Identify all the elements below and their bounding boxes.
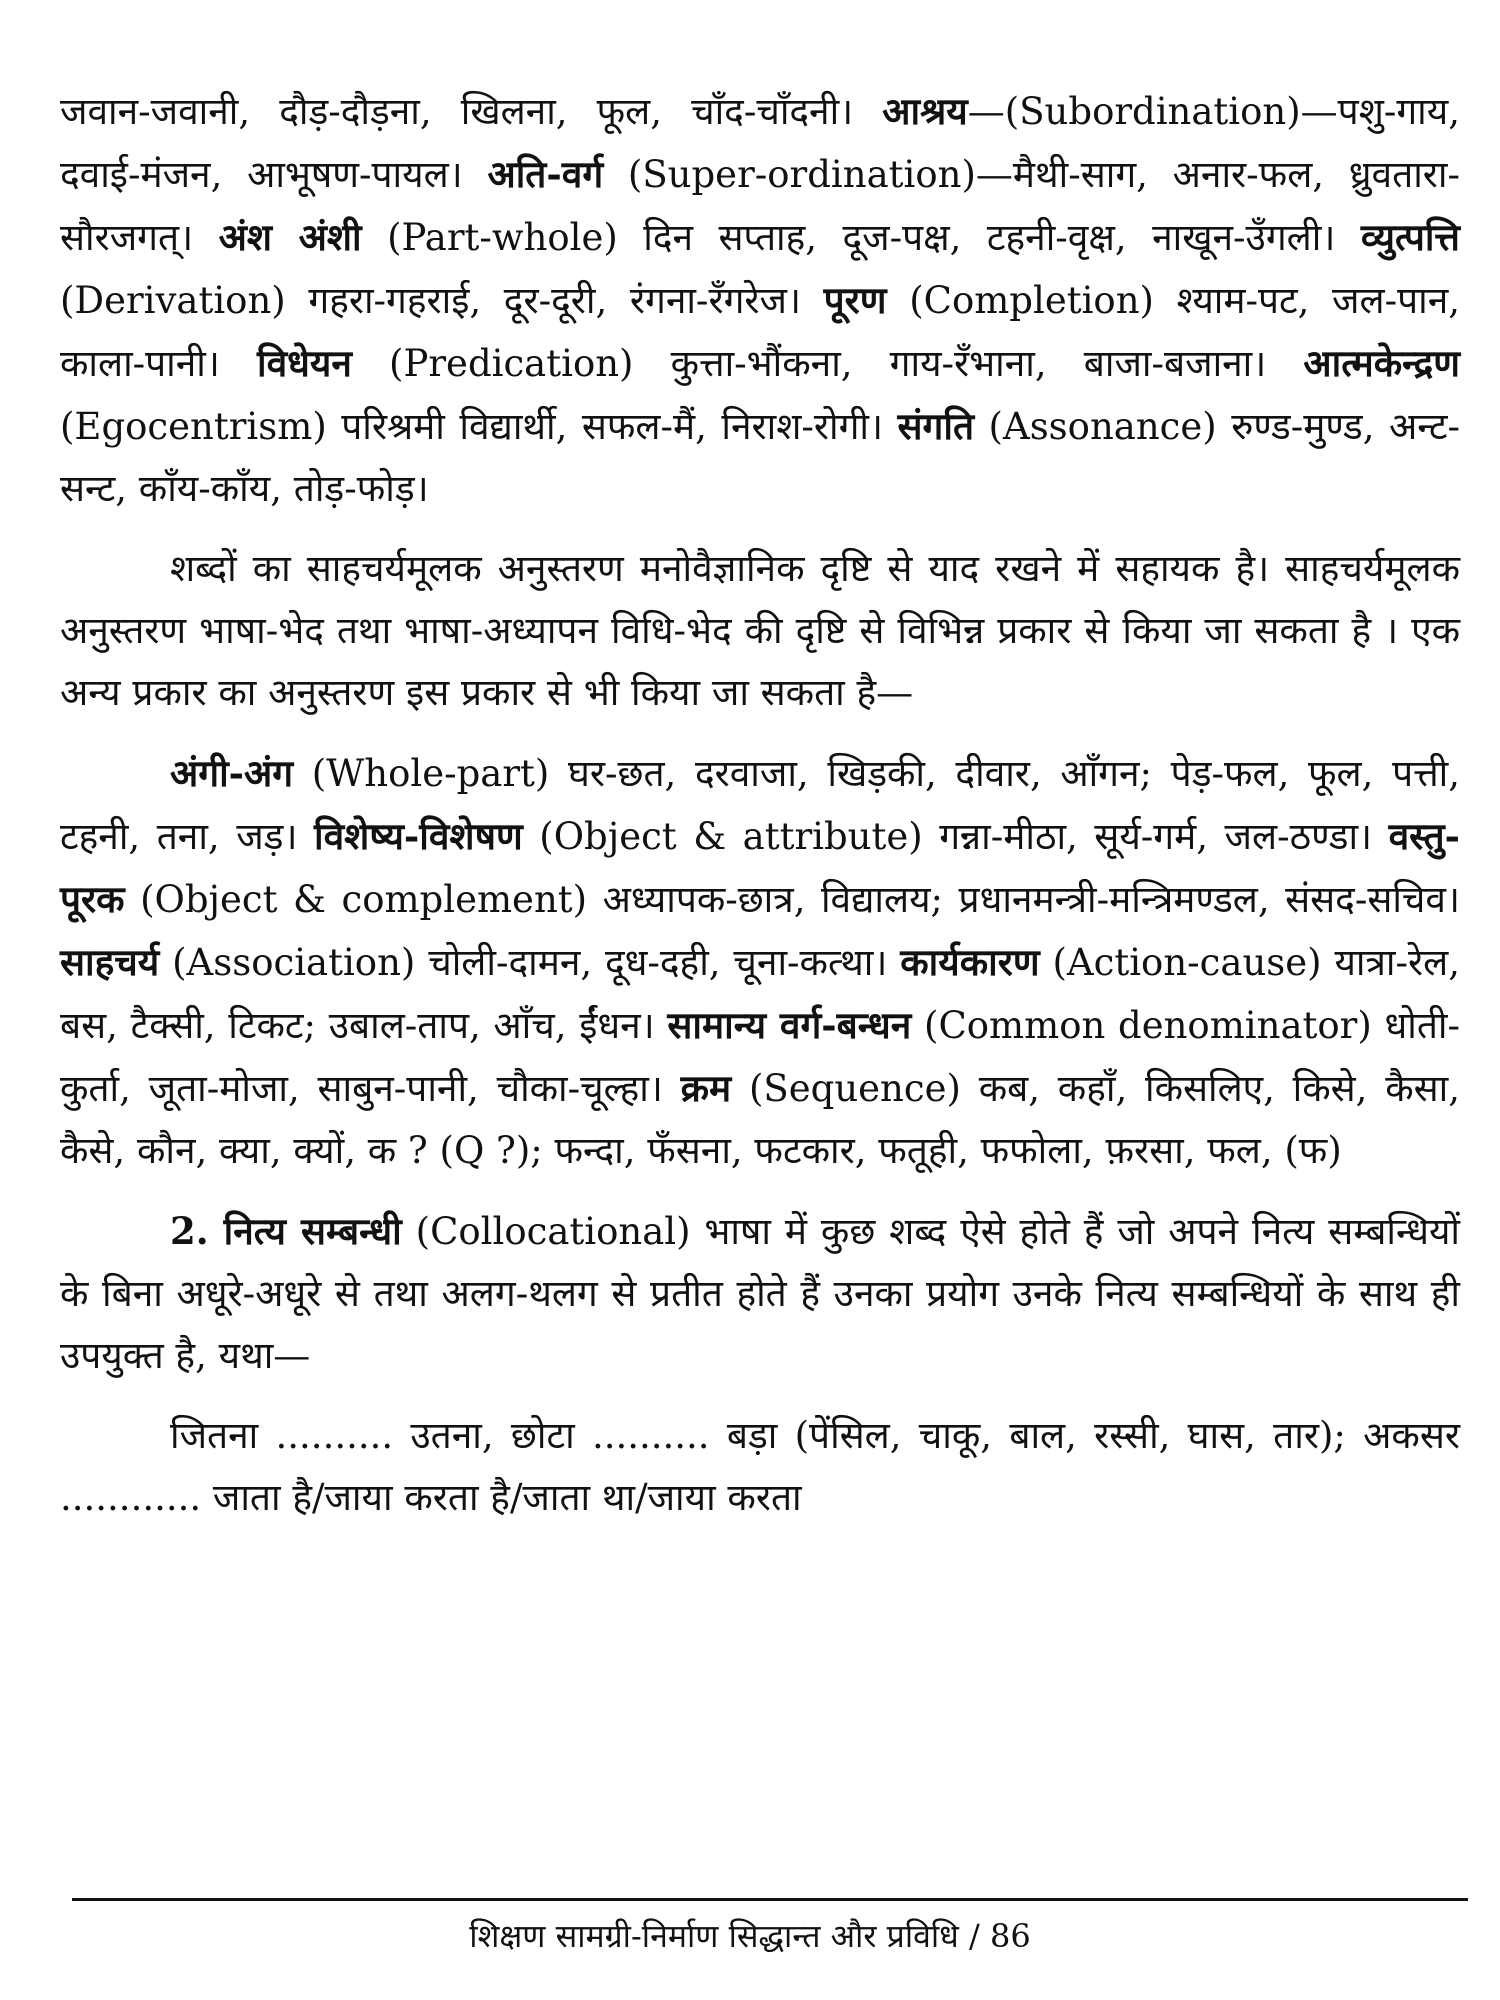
text-run: शब्दों का साहचर्यमूलक अनुस्तरण मनोवैज्ञानिक दृष्टि से याद रखने में सहायक है। साहचर्यमूलक अनुस्तरण भाषा-भेद तथा भाषा-अध्यापन विधि-भेद की दृष्टि से विभिन्न प्रकार से किया जा सकता है । एक अन्य प्रकार का अनुस्तरण इस प्रकार से भी किया जा सकता है— bbox=[60, 547, 1460, 714]
text-run: (Association) चोली-दामन, दूध-दही, चूना-कत्था। bbox=[159, 941, 901, 984]
text-run: (Sequence) कब, कहाँ, किसलिए, किसे, कैसा, कैसे, कौन, क्या, क्यों, क ? (Q ?); फन्दा, फँसना, फटकार, फतूही, फफोला, फ़रसा, फल, (फ) bbox=[60, 1067, 1460, 1172]
paragraph-5 bbox=[60, 1405, 1460, 1529]
paragraph-2 bbox=[60, 538, 1460, 724]
bold-term: कार्यकारण bbox=[900, 940, 1040, 984]
text-run: (Super-ordination)—मैथी-साग, अनार-फल, ध्रुवतारा-सौरजगत्। bbox=[60, 153, 1460, 259]
bold-term: अति-वर्ग bbox=[487, 152, 604, 196]
text-run: (Common denominator) धोती-कुर्ता, जूता-मोजा, साबुन-पानी, चौका-चूल्हा। bbox=[60, 1004, 1460, 1110]
text-run: जवान-जवानी, दौड़-दौड़ना, खिलना, फूल, चाँद-चाँदनी। bbox=[60, 90, 883, 133]
paragraph-3 bbox=[60, 742, 1460, 1182]
text-run: —(Subordination)—पशु-गाय, दवाई-मंजन, आभूषण-पायल। bbox=[60, 90, 1460, 196]
page-body bbox=[60, 80, 1460, 1547]
paragraph-1 bbox=[60, 80, 1460, 520]
text-run: (Predication) कुत्ता-भौंकना, गाय-रँभाना, बाजा-बजाना। bbox=[351, 342, 1304, 385]
bold-term: अंगी-अंग bbox=[170, 751, 294, 795]
bold-term: आश्रय bbox=[882, 89, 968, 133]
bold-term: 2. नित्य सम्बन्धी bbox=[170, 1209, 402, 1253]
text-run: (Object & complement) अध्यापक-छात्र, विद्यालय; प्रधानमन्त्री-मन्त्रिमण्डल, संसद-सचिव। bbox=[124, 878, 1460, 921]
bold-term: साहचर्य bbox=[60, 940, 160, 984]
bold-term: विधेयन bbox=[257, 341, 352, 385]
text-run: (Collocational) भाषा में कुछ शब्द ऐसे होते हैं जो अपने नित्य सम्बन्धियों के बिना अधूरे-अधूरे से तथा अलग-थलग से प्रतीत होते हैं उनका प्रयोग उनके नित्य सम्बन्धियों के साथ ही उपयुक्त है, यथा— bbox=[60, 1210, 1460, 1377]
text-run: (Completion) श्याम-पट, जल-पान, काला-पानी। bbox=[60, 279, 1460, 385]
text-run: (Part-whole) दिन सप्ताह, दूज-पक्ष, टहनी-वृक्ष, नाखून-उँगली। bbox=[361, 216, 1361, 259]
bold-term: वस्तु-पूरक bbox=[60, 814, 1460, 921]
text-run: (Derivation) गहरा-गहराई, दूर-दूरी, रंगना-रँगरेज। bbox=[60, 279, 824, 322]
bold-term: क्रम bbox=[680, 1066, 732, 1110]
bold-term: व्युत्पत्ति bbox=[1360, 215, 1460, 259]
text-run: (Action-cause) यात्रा-रेल, बस, टैक्सी, टिकट; उबाल-ताप, आँच, ईंधन। bbox=[60, 941, 1460, 1047]
text-run: जितना .......... उतना, छोटा .......... बड़ा (पेंसिल, चाकू, बाल, रस्सी, घास, तार); अकसर ............ जाता है/जाया करता है/जाता था/जाया करता bbox=[60, 1414, 1460, 1519]
text-run: (Object & attribute) गन्ना-मीठा, सूर्य-गर्म, जल-ठण्डा। bbox=[522, 815, 1389, 858]
bold-term: आत्मकेन्द्रण bbox=[1303, 341, 1460, 385]
text-run: (Assonance) रुण्ड-मुण्ड, अन्ट-सन्ट, काँय-काँय, तोड़-फोड़। bbox=[60, 405, 1460, 510]
footer-rule bbox=[72, 1898, 1468, 1901]
paragraph-4 bbox=[60, 1200, 1460, 1387]
bold-term: संगति bbox=[897, 404, 975, 448]
text-run: (Egocentrism) परिश्रमी विद्यार्थी, सफल-मैं, निराश-रोगी। bbox=[60, 405, 898, 448]
bold-term: अंश अंशी bbox=[218, 215, 362, 259]
page-footer: शिक्षण सामग्री-निर्माण सिद्धान्त और प्रविधि / 86 bbox=[469, 1917, 1031, 1955]
bold-term: विशेष्य-विशेषण bbox=[314, 814, 523, 858]
bold-term: सामान्य वर्ग-बन्धन bbox=[667, 1003, 912, 1047]
text-run: (Whole-part) घर-छत, दरवाजा, खिड़की, दीवार, आँगन; पेड़-फल, फूल, पत्ती, टहनी, तना, जड़। bbox=[60, 752, 1460, 858]
bold-term: पूरण bbox=[823, 278, 887, 322]
